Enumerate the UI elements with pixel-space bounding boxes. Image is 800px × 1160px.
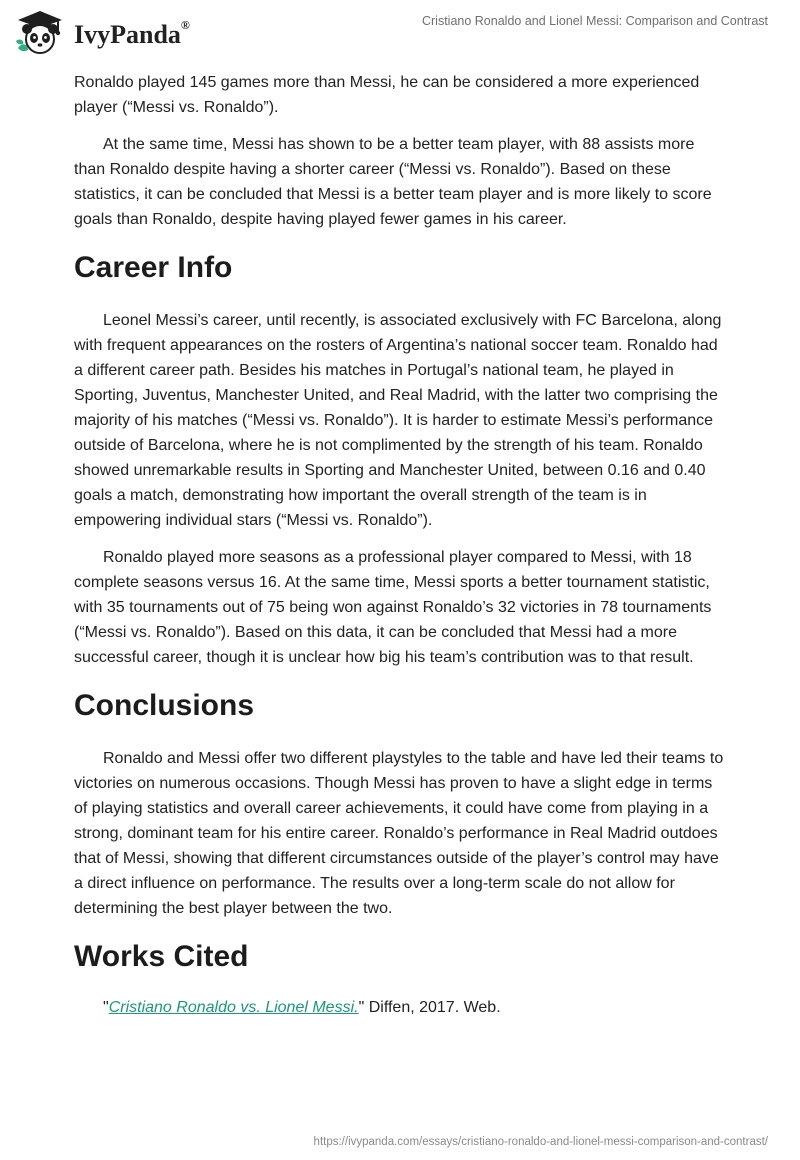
citation-entry: "Cristiano Ronaldo vs. Lionel Messi." Diffen, 2017. Web. [103,999,501,1016]
essay-content [74,70,724,1032]
citation-link[interactable]: Cristiano Ronaldo vs. Lionel Messi. [108,999,359,1016]
footer-url[interactable]: https://ivypanda.com/essays/cristiano-ronaldo-and-lionel-messi-comparison-and-contrast/ [313,1136,768,1148]
page-header [0,0,800,60]
document-title: Cristiano Ronaldo and Lionel Messi: Comparison and Contrast [421,14,768,28]
paragraph-intro-continued: Ronaldo played 145 games more than Messi, he can be considered a more experienced player (“Messi vs. Ronaldo”). [74,74,700,116]
paragraph-team-player: At the same time, Messi has shown to be a better team player, with 88 assists more than Ronaldo despite having a shorter career (“Messi vs. Ronaldo”). Based on these statistics, it can be concluded that Messi is a better team player and is more likely to score goals than Ronaldo, despite having played fewer games in his career. [74,136,712,228]
panda-graduate-icon [12,8,68,56]
heading-conclusions: Conclusions [74,689,255,722]
paragraph-career-1: Leonel Messi’s career, until recently, is associated exclusively with FC Barcelona, along with frequent appearances on the rosters of Argentina’s national soccer team. Ronaldo had a different career path. Besides his matches in Portugal’s national team, he played in Sporting, Juventus, Manchester United, and Real Madrid, with the latter two comprising the majority of his matches (“Messi vs. Ronaldo”). It is harder to estimate Messi’s performance outside of Barcelona, where he is not complimented by the strength of his team. Ronaldo showed unremarkable results in Sporting and Manchester United, between 0.16 and 0.40 goals a match, demonstrating how important the overall strength of the team is in empowering individual stars (“Messi vs. Ronaldo”). [74,312,722,529]
brand-name: IvyPanda® [74,18,190,49]
paragraph-career-2: Ronaldo played more seasons as a professional player compared to Messi, with 18 complete seasons versus 16. At the same time, Messi sports a better tournament statistic, with 35 tournaments out of 75 being won against Ronaldo’s 32 victories in 78 tournaments (“Messi vs. Ronaldo”). Based on this data, it can be concluded that Messi had a more successful career, though it is unclear how big his team’s contribution was to that result. [74,549,712,666]
heading-works-cited: Works Cited [74,940,249,973]
paragraph-conclusions: Ronaldo and Messi offer two different playstyles to the table and have led their teams to victories on numerous occasions. Though Messi has proven to have a slight edge in terms of playing statistics and overall career achievements, it could have come from playing in a strong, dominant team for his entire career. Ronaldo’s performance in Real Madrid outdoes that of Messi, showing that different circumstances outside of the player’s control may have a direct influence on performance. The results over a long-term scale do not allow for determining the best player between the two. [74,750,724,917]
heading-career-info: Career Info [74,251,233,284]
ivypanda-logo[interactable] [12,8,202,58]
